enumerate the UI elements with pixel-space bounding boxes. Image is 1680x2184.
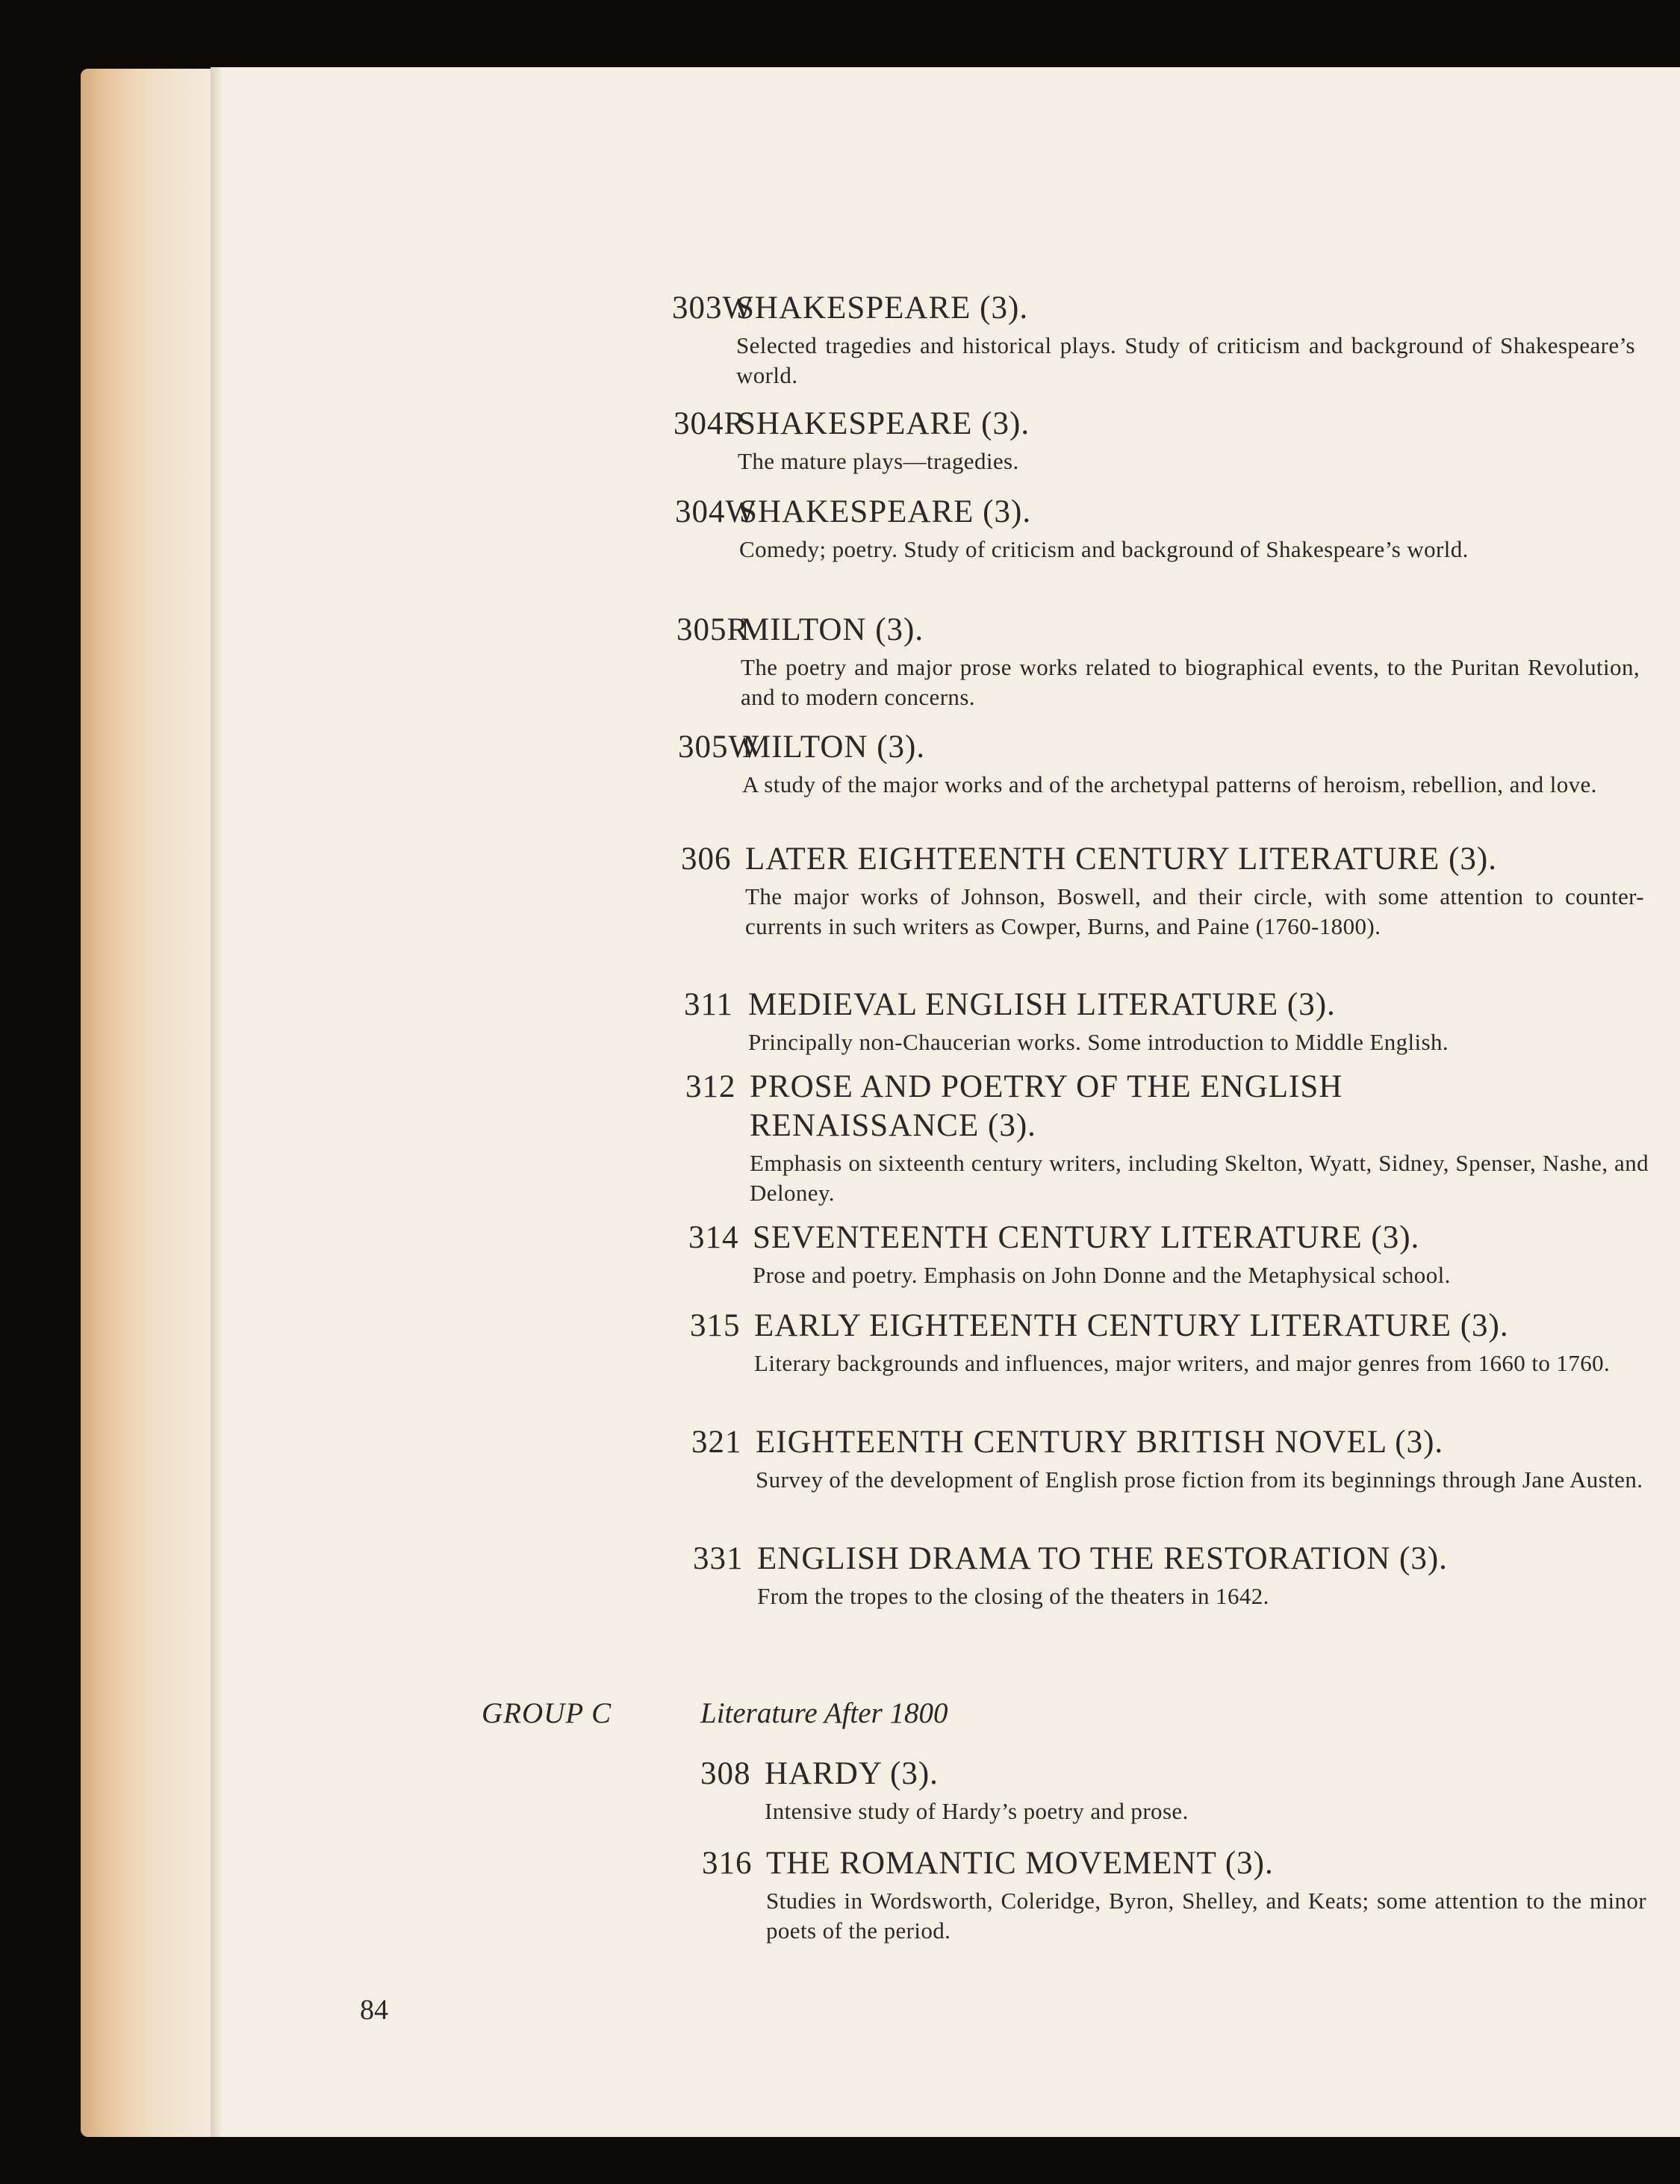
course-number: 314	[688, 1220, 739, 1255]
course-description: Comedy; poetry. Study of criticism and background of Shakespeare’s world.	[739, 536, 1469, 562]
course-number: 321	[691, 1425, 742, 1460]
course-311	[684, 986, 1647, 1057]
course-305w	[678, 728, 1641, 800]
course-number: 316	[702, 1846, 753, 1881]
course-title: SEVENTEENTH CENTURY LITERATURE (3).	[753, 1220, 1420, 1255]
course-305r	[676, 611, 1640, 712]
course-description: A study of the major works and of the archetypal patterns of heroism, rebellion, and love.	[742, 771, 1597, 797]
course-number: 311	[684, 987, 733, 1022]
course-number: 305W	[678, 729, 760, 765]
course-title: PROSE AND POETRY OF THE ENGLISH RENAISSANCE (3).	[750, 1069, 1343, 1143]
course-306	[681, 840, 1644, 942]
course-description: The mature plays—tragedies.	[738, 448, 1019, 474]
course-number: 331	[693, 1541, 744, 1576]
course-title: SHAKESPEARE (3).	[736, 290, 1029, 326]
course-331	[693, 1540, 1656, 1611]
page-gutter-shadow	[211, 67, 223, 2137]
course-321	[691, 1423, 1655, 1495]
course-description: The poetry and major prose works related to biographical events, to the Puritan Revolution, and to modern concerns.	[741, 654, 1640, 710]
course-303w	[672, 289, 1635, 391]
course-description: Prose and poetry. Emphasis on John Donne and the Metaphysical school.	[753, 1262, 1451, 1288]
course-title: HARDY (3).	[765, 1756, 939, 1791]
course-description: Survey of the development of English prose fiction from its beginnings through Jane Austen.	[756, 1466, 1643, 1493]
course-description: Studies in Wordsworth, Coleridge, Byron, Shelley, and Keats; some attention to the minor poets of the period.	[766, 1888, 1646, 1944]
course-title: MILTON (3).	[742, 729, 926, 765]
course-316	[702, 1844, 1646, 1946]
course-number: 306	[681, 841, 732, 877]
course-304r	[673, 405, 1637, 476]
page-number: 84	[360, 1994, 388, 2026]
course-308	[700, 1755, 1664, 1826]
course-title: SHAKESPEARE (3).	[739, 494, 1032, 529]
course-title: EIGHTEENTH CENTURY BRITISH NOVEL (3).	[756, 1425, 1444, 1460]
course-title: ENGLISH DRAMA TO THE RESTORATION (3).	[757, 1541, 1448, 1576]
course-title: MILTON (3).	[741, 612, 924, 647]
course-title: MEDIEVAL ENGLISH LITERATURE (3).	[748, 987, 1336, 1022]
course-number: 305R	[676, 612, 750, 647]
course-number: 303W	[672, 290, 754, 326]
course-number: 304W	[675, 494, 757, 529]
course-304w	[675, 493, 1638, 564]
group-heading: Literature After 1800	[700, 1697, 948, 1729]
course-description: Intensive study of Hardy’s poetry and prose.	[765, 1798, 1189, 1824]
course-number: 315	[690, 1308, 741, 1343]
course-title: THE ROMANTIC MOVEMENT (3).	[766, 1846, 1274, 1881]
course-312	[685, 1068, 1649, 1208]
course-description: The major works of Johnson, Boswell, and their circle, with some attention to counter-currents in such writers as Cowper, Burns, and Paine (1760-1800).	[745, 883, 1644, 939]
course-314	[688, 1219, 1652, 1290]
course-315	[690, 1307, 1653, 1378]
course-number: 312	[685, 1069, 736, 1104]
course-title: SHAKESPEARE (3).	[738, 406, 1030, 441]
course-title: LATER EIGHTEENTH CENTURY LITERATURE (3).	[745, 841, 1497, 877]
course-description: Emphasis on sixteenth century writers, including Skelton, Wyatt, Sidney, Spenser, Nashe, and Deloney.	[750, 1150, 1649, 1206]
group-label: GROUP C	[482, 1697, 612, 1729]
course-title: EARLY EIGHTEENTH CENTURY LITERATURE (3).	[754, 1308, 1509, 1343]
course-description: From the tropes to the closing of the theaters in 1642.	[757, 1583, 1269, 1609]
course-number: 308	[700, 1756, 751, 1791]
course-description: Selected tragedies and historical plays. Study of criticism and background of Shakespeare’s world.	[736, 332, 1635, 388]
course-description: Literary backgrounds and influences, major writers, and major genres from 1660 to 1760.	[754, 1350, 1611, 1376]
course-number: 304R	[673, 406, 747, 441]
page-edges	[81, 69, 211, 2137]
course-description: Principally non-Chaucerian works. Some introduction to Middle English.	[748, 1029, 1449, 1055]
